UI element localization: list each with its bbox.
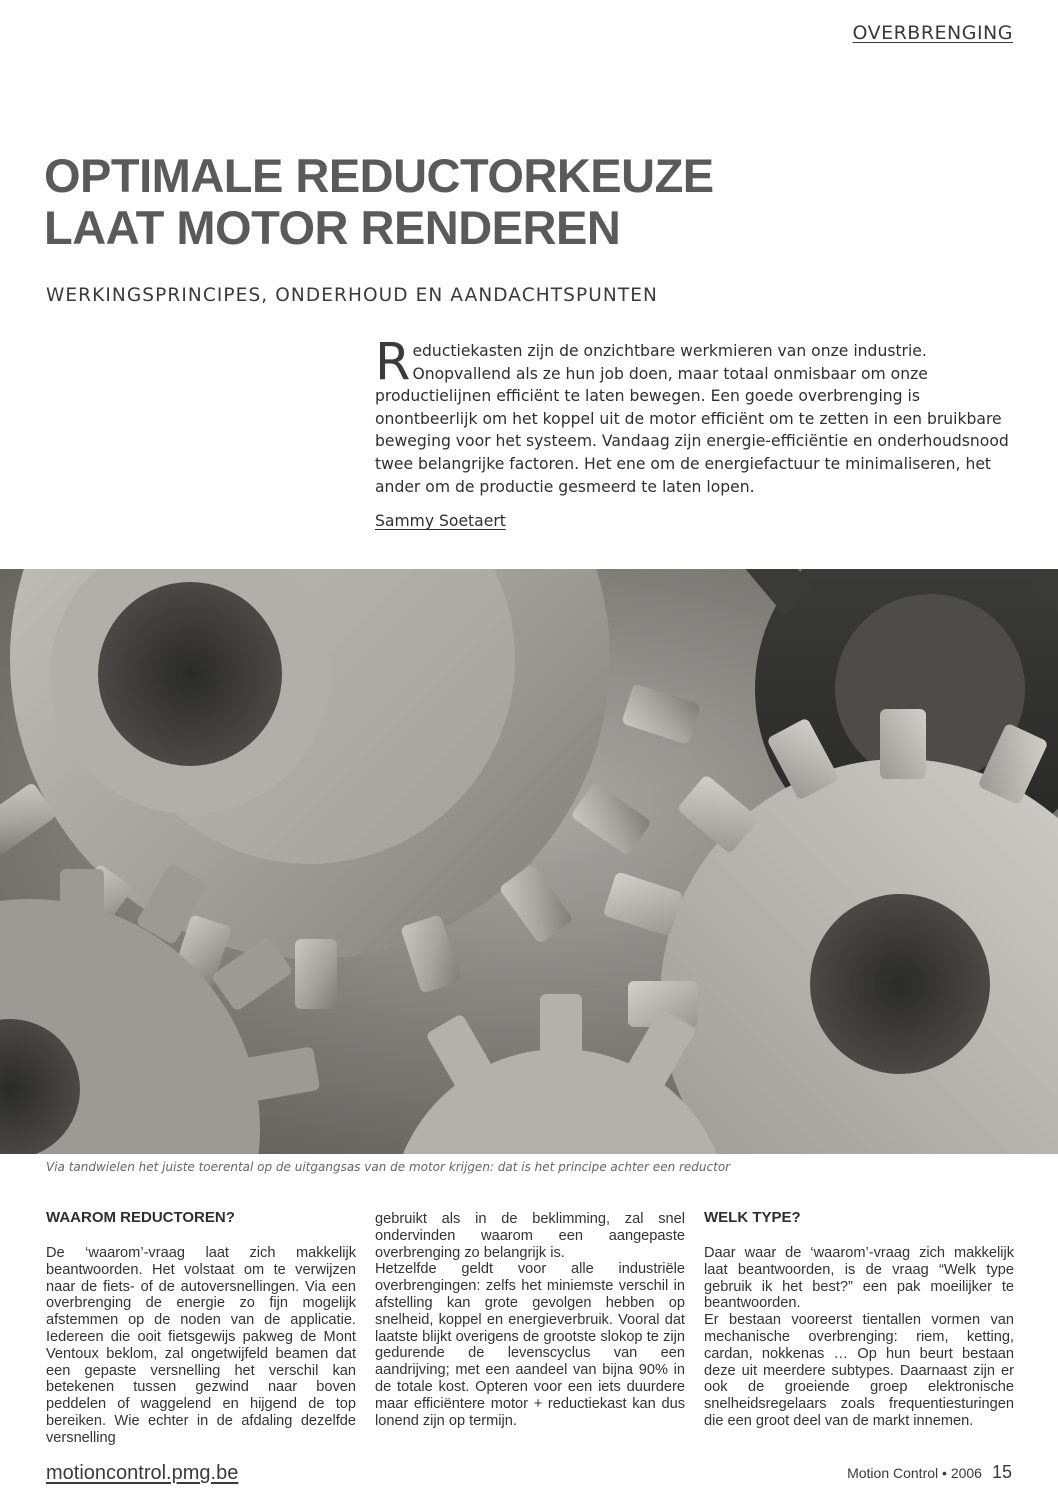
footer-info bbox=[847, 1462, 1012, 1483]
heading-welk-type: WELK TYPE? bbox=[704, 1209, 801, 1226]
column-3 bbox=[704, 1209, 1014, 1430]
gears-illustration bbox=[0, 569, 1058, 1154]
paragraph: gebruikt als in de beklimming, zal snel ondervinden waarom een aangepaste overbrenging zo belangrijk is. bbox=[375, 1211, 685, 1261]
column-2 bbox=[375, 1211, 685, 1429]
article-title bbox=[44, 150, 944, 254]
title-line-2: LAAT MOTOR RENDEREN bbox=[44, 201, 621, 254]
heading-waarom: WAAROM REDUCTOREN? bbox=[46, 1209, 235, 1226]
intro-text: eductiekasten zijn de onzichtbare werkmieren van onze industrie. Onopvallend als ze hun job doen, maar totaal onmisbaar om onze productielijnen efficiënt te laten bewegen. Een goede overbrenging is onontbeerlijk om het koppel uit de motor efficiënt om te zetten in een bruikbare beweging voor het systeem. Vandaag zijn energie-efficiëntie en onderhoudsnood twee belangrijke factoren. Het ene om de energiefactuur te minimaliseren, het ander om de productie gesmeerd te laten lopen. bbox=[375, 342, 1009, 496]
paragraph: Er bestaan vooreerst tientallen vormen van mechanische overbrenging: riem, ketting, cardan, nokkenas … Op hun beurt bestaan deze uit meerdere subtypes. Daarnaast zijn er ook de groeiende groep elektronische snelheidsregelaars zoals frequentiesturingen die een groot deel van de markt innemen. bbox=[704, 1312, 1014, 1429]
drop-cap: R bbox=[375, 333, 411, 392]
section-label: OVERBRENGING bbox=[852, 22, 1013, 44]
gears-photo bbox=[0, 569, 1058, 1154]
author-byline[interactable]: Sammy Soetaert bbox=[375, 512, 506, 530]
website-link[interactable]: motioncontrol.pmg.be bbox=[46, 1462, 239, 1484]
paragraph: De ‘waarom’-vraag laat zich makkelijk beantwoorden. Het volstaat om te verwijzen naar de fiets- of de autoversnellingen. Via een overbrenging de energie zo fijn mogelijk afstemmen op de noden van de applicatie. Iedereen die ooit fietsgewijs pakweg de Mont Ventoux beklom, zal ongetwijfeld beamen dat een gepaste versnelling het verschil kan betekenen tussen gezwind naar boven peddelen of waggelend en hijgend de top bereiken. Wie echter in de afdaling dezelfde versnelling bbox=[46, 1245, 356, 1446]
intro-paragraph bbox=[375, 333, 1015, 498]
page-number: 15 bbox=[991, 1462, 1012, 1482]
paragraph: Hetzelfde geldt voor alle industriële overbrengingen: zelfs het miniemste verschil in afstelling kan grote gevolgen hebben op snelheid, koppel en energieverbruik. Vooral dat laatste blijkt overigens de grootste slokop te zijn gedurende de levenscyclus van een aandrijving; met een aandeel van bijna 90% in de totale kost. Opteren voor een iets duurdere maar efficiëntere motor + reductiekast kan dus lonend zijn op termijn. bbox=[375, 1261, 685, 1429]
image-caption: Via tandwielen het juiste toerental op de uitgangsas van de motor krijgen: dat is het principe achter een reductor bbox=[46, 1160, 731, 1174]
column-1 bbox=[46, 1209, 356, 1447]
article-subtitle: WERKINGSPRINCIPES, ONDERHOUD EN AANDACHTSPUNTEN bbox=[46, 285, 658, 306]
title-line-1: OPTIMALE REDUCTORKEUZE bbox=[44, 149, 714, 202]
magazine-name: Motion Control • 2006 bbox=[847, 1465, 982, 1481]
paragraph: Daar waar de ‘waarom’-vraag zich makkelijk laat beantwoorden, is de vraag “Welk type gebruik ik het best?” een pak moeilijker te beantwoorden. bbox=[704, 1245, 1014, 1312]
